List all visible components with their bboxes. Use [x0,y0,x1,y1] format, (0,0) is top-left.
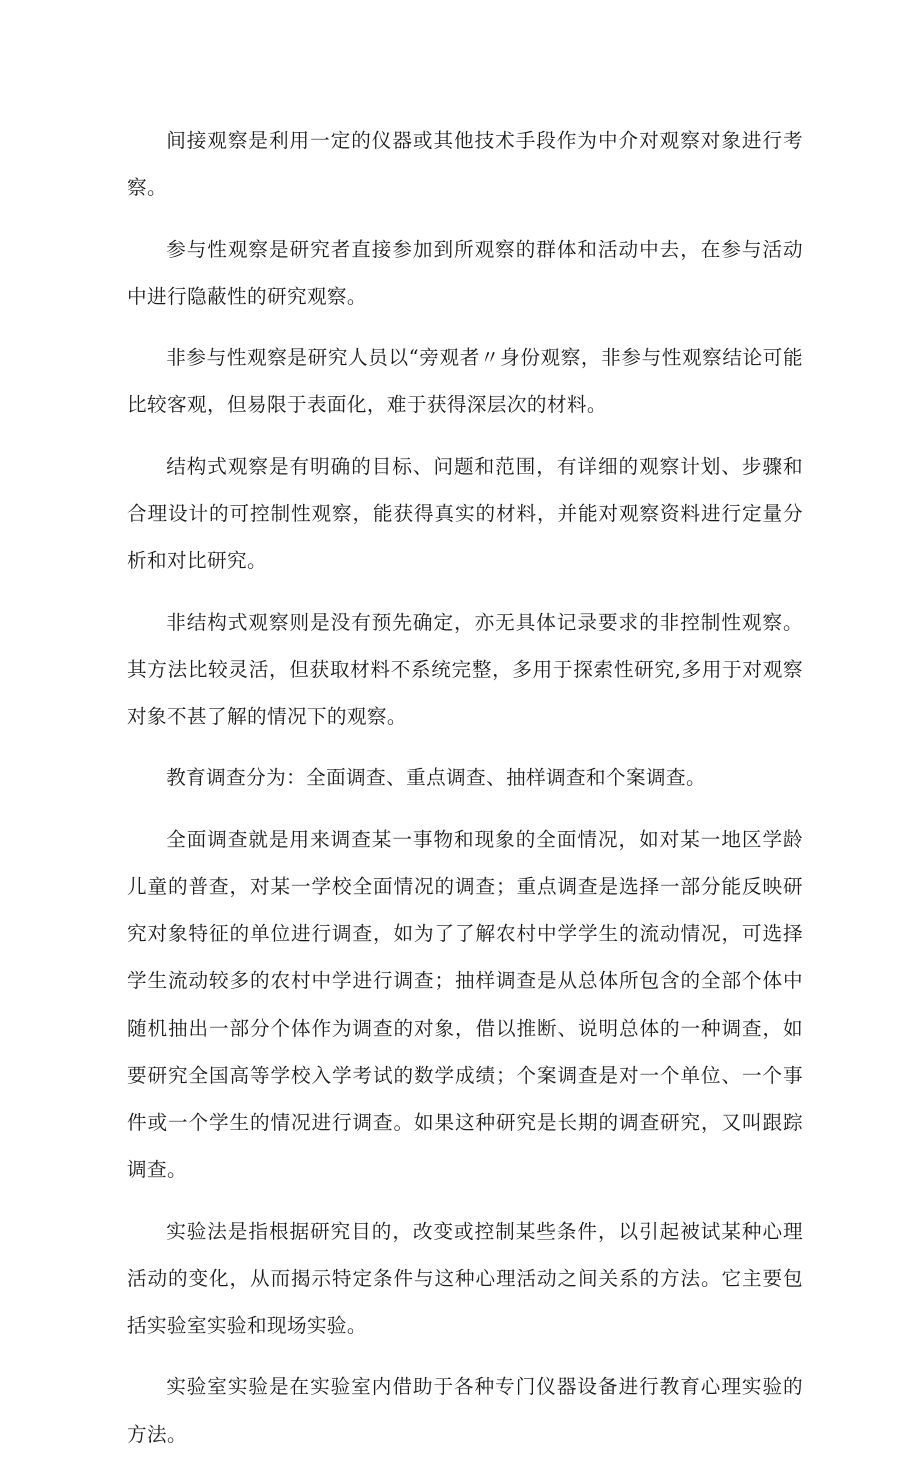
paragraph-indirect-observation: 间接观察是利用一定的仪器或其他技术手段作为中介对观察对象进行考察。 [127,129,803,200]
paragraph-laboratory-experiment: 实验室实验是在实验室内借助于各种专门仪器设备进行教育心理实验的方法。 [127,1375,803,1446]
paragraph-unstructured-observation: 非结构式观察则是没有预先确定，亦无具体记录要求的非控制性观察。其方法比较灵活，但获取材料不系统完整，多用于探索性研究,多用于对观察对象不甚了解的情况下的观察。 [127,610,803,728]
paragraph-structured-observation: 结构式观察是有明确的目标、问题和范围，有详细的观察计划、步骤和合理设计的可控制性观察，能获得真实的材料，并能对观察资料进行定量分析和对比研究。 [127,454,803,573]
paragraph-non-participant-observation: 非参与性观察是研究人员以“旁观者〃身份观察，非参与性观察结论可能比较客观，但易限于表面化，难于获得深层次的材料。 [127,346,803,417]
paragraph-experimental-method: 实验法是指根据研究目的，改变或控制某些条件，以引起被试某种心理活动的变化，从而揭示特定条件与这种心理活动之间关系的方法。它主要包括实验室实验和现场实验。 [127,1219,803,1337]
paragraph-survey-types: 教育调查分为：全面调查、重点调查、抽样调查和个案调查。 [166,766,707,790]
paragraph-survey-details: 全面调查就是用来调查某一事物和现象的全面情况，如对某一地区学龄儿童的普查，对某一学校全面情况的调查；重点调查是选择一部分能反映研究对象特征的单位进行调查，如为了了解农村中学学生的流动情况，可选择学生流动较多的农村中学进行调查；抽样调查是从总体所包含的全部个体中随机抽出一部分个体作为调查的对象，借以推断、说明总体的一种调查，如要研究全国高等学校入学考试的数学成绩；个案调查是对一个单位、一个事件或一个学生的情况进行调查。如果这种研究是长期的调查研究，又叫跟踪调查。 [127,827,803,1182]
document-body [127,117,803,1472]
paragraph-participant-observation: 参与性观察是研究者直接参加到所观察的群体和活动中去，在参与活动中进行隐蔽性的研究观察。 [127,237,803,308]
